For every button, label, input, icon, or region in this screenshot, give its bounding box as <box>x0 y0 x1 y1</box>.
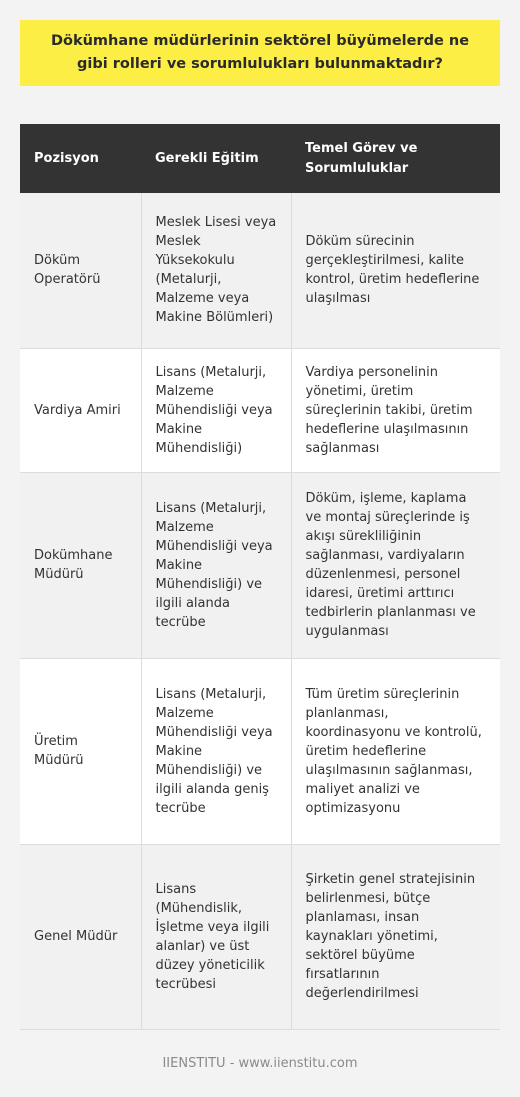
cell-position: Dokümhane Müdürü <box>20 472 141 658</box>
table-row <box>20 348 500 472</box>
cell-duties: Vardiya personelinin yönetimi, üretim süreçlerinin takibi, üretim hedeflerine ulaşılmasının sağlanması <box>291 348 500 472</box>
cell-duties: Şirketin genel stratejisinin belirlenmesi, bütçe planlaması, insan kaynakları yönetimi, sektörel büyüme fırsatlarının değerlendirilmesi <box>291 844 500 1029</box>
header-position: Pozisyon <box>20 124 141 193</box>
title-banner <box>20 20 500 86</box>
cell-position: Üretim Müdürü <box>20 658 141 844</box>
cell-education: Lisans (Mühendislik, İşletme veya ilgili alanlar) ve üst düzey yöneticilik tecrübesi <box>141 844 291 1029</box>
cell-position: Vardiya Amiri <box>20 348 141 472</box>
table-row <box>20 844 500 1029</box>
table-row <box>20 472 500 658</box>
cell-education: Lisans (Metalurji, Malzeme Mühendisliği veya Makine Mühendisliği) <box>141 348 291 472</box>
cell-position: Döküm Operatörü <box>20 193 141 348</box>
footer-credit: IIENSTITU - www.iienstitu.com <box>162 1056 358 1071</box>
header-duties: Temel Görev ve Sorumluluklar <box>291 124 500 193</box>
cell-education: Lisans (Metalurji, Malzeme Mühendisliği veya Makine Mühendisliği) ve ilgili alanda tecrübe <box>141 472 291 658</box>
header-education: Gerekli Eğitim <box>141 124 291 193</box>
table-row <box>20 658 500 844</box>
cell-duties: Döküm, işleme, kaplama ve montaj süreçlerinde iş akışı sürekliliğinin sağlanması, vardiyaların düzenlenmesi, personel idaresi, üretimi arttırıcı tedbirlerin planlanması ve uygulanması <box>291 472 500 658</box>
cell-education: Lisans (Metalurji, Malzeme Mühendisliği veya Makine Mühendisliği) ve ilgili alanda geniş tecrübe <box>141 658 291 844</box>
positions-table <box>20 124 500 1030</box>
page-title: Dökümhane müdürlerinin sektörel büyümelerde ne gibi rolleri ve sorumlulukları bulunmaktadır? <box>50 33 470 72</box>
cell-position: Genel Müdür <box>20 844 141 1029</box>
cell-education: Meslek Lisesi veya Meslek Yüksekokulu (Metalurji, Malzeme veya Makine Bölümleri) <box>141 193 291 348</box>
cell-duties: Döküm sürecinin gerçekleştirilmesi, kalite kontrol, üretim hedeflerine ulaşılması <box>291 193 500 348</box>
table-header-row <box>20 124 500 193</box>
cell-duties: Tüm üretim süreçlerinin planlanması, koordinasyonu ve kontrolü, üretim hedeflerine ulaşılmasının sağlanması, maliyet analizi ve optimizasyonu <box>291 658 500 844</box>
table-row <box>20 193 500 348</box>
